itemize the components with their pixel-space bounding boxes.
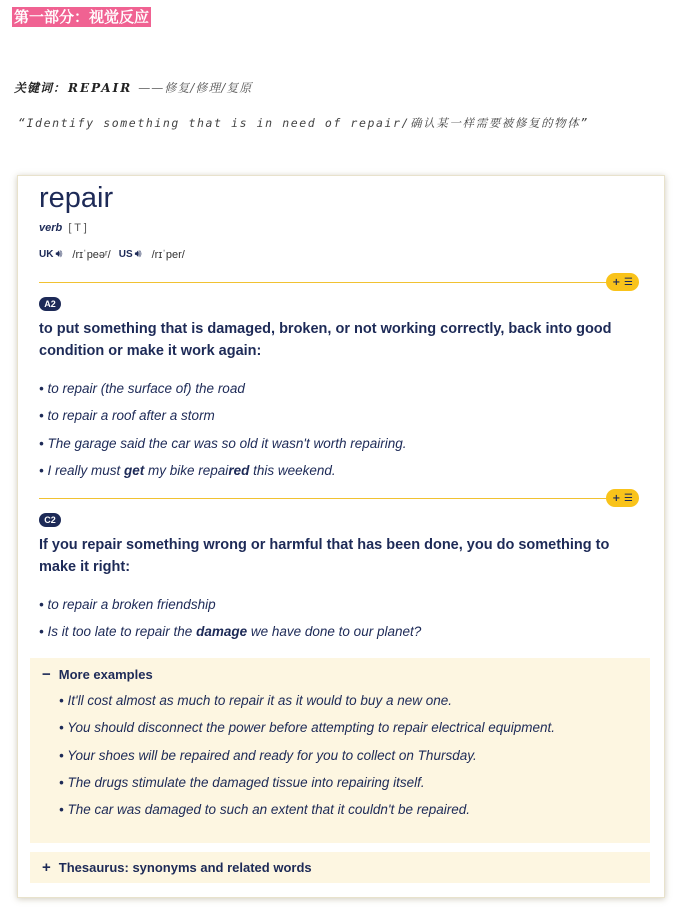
thesaurus-title: Thesaurus: synonyms and related words [58, 860, 312, 875]
thesaurus-panel [30, 852, 650, 883]
more-example-item: • You should disconnect the power before attempting to repair electrical equipment. [59, 720, 556, 736]
region-uk: UK [39, 249, 54, 260]
example-item: • The garage said the car was so old it wasn't worth repairing. [39, 435, 407, 451]
example-item: • I really must get my bike repaired this weekend. [39, 462, 336, 478]
more-example-item: • The drugs stimulate the damaged tissue into repairing itself. [59, 774, 425, 790]
sense-divider [39, 498, 639, 499]
section-heading: 第一部分：视觉反应 [14, 8, 150, 26]
region-us: US [118, 249, 133, 260]
keyword-label: 关键词： [14, 81, 67, 95]
quote-line: “Identify something that is in need of repair/确认某一样需要被修复的物体” [18, 116, 589, 130]
keyword-meaning: ——修复/修理/复原 [138, 81, 253, 95]
ipa-uk: /rɪˈpeəʳ/ [72, 248, 111, 261]
sense-toggle-button[interactable]: + ☰ [606, 273, 639, 291]
example-item: • to repair (the surface of) the road [39, 381, 245, 396]
more-example-item: • The car was damaged to such an extent that it couldn't be repaired. [59, 802, 471, 818]
pronunciation-line [39, 248, 193, 261]
plus-icon: + [42, 859, 51, 876]
example-list [39, 595, 421, 650]
more-examples-panel [30, 658, 650, 843]
example-item: • to repair a broken friendship [39, 597, 216, 612]
grammar-code: [ T ] [68, 222, 87, 234]
bold-word: red [228, 462, 250, 478]
headword: repair [39, 182, 114, 214]
keyword-word: REPAIR [68, 81, 133, 95]
more-example-item: • It'll cost almost as much to repair it as it would to buy a new one. [59, 693, 452, 708]
thesaurus-toggle[interactable] [42, 859, 312, 876]
ipa-us: /rɪˈper/ [151, 248, 185, 261]
level-badge: C2 [39, 513, 61, 527]
keyword-line [14, 79, 252, 96]
speaker-icon[interactable]: 🔊︎ [55, 248, 63, 260]
part-of-speech-line [39, 222, 87, 234]
level-badge: A2 [39, 297, 61, 311]
dictionary-entry-card [17, 175, 665, 898]
example-item: • to repair a roof after a storm [39, 408, 215, 424]
minus-icon: − [42, 666, 51, 683]
more-examples-title: More examples [58, 667, 153, 682]
example-item: • Is it too late to repair the damage we have done to our planet? [39, 624, 422, 640]
part-of-speech: verb [39, 222, 63, 234]
sense-definition: to put something that is damaged, broken, or not working correctly, back into good condition or make it work again: [39, 321, 612, 359]
sense-divider [39, 282, 639, 283]
sense-toggle-button[interactable]: + ☰ [606, 489, 639, 507]
sense-definition: If you repair something wrong or harmful that has been done, you do something to make it right: [39, 537, 610, 575]
speaker-icon[interactable]: 🔊︎ [134, 248, 142, 260]
more-example-item: • Your shoes will be repaired and ready for you to collect on Thursday. [59, 747, 477, 763]
example-list [39, 379, 407, 488]
more-examples-list [59, 691, 555, 827]
bold-word: get [124, 462, 145, 478]
bold-word: damage [196, 624, 248, 640]
more-examples-toggle[interactable] [42, 666, 153, 683]
